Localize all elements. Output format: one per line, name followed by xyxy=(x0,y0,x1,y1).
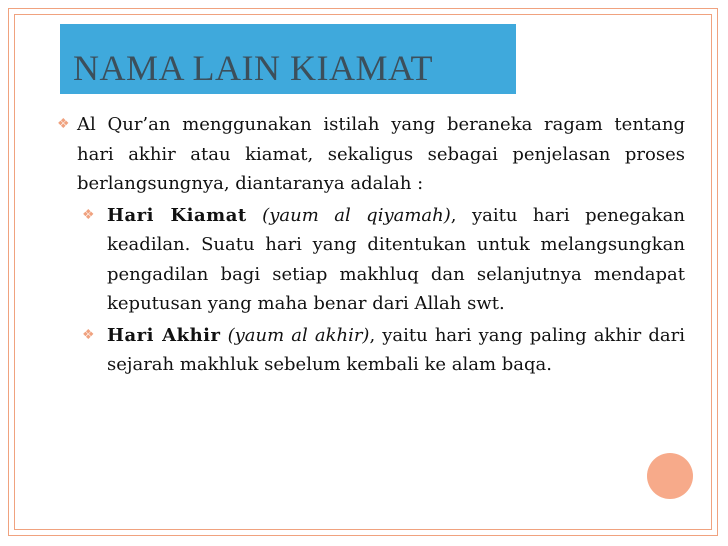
diamond-bullet-icon: ❖ xyxy=(57,116,70,132)
item-term: Hari Kiamat xyxy=(107,204,247,226)
item-description: , yaitu hari yang paling akhir dari sejarah makhluk sebelum kembali ke alam baqa. xyxy=(107,324,685,375)
item-italic-term: (yaum al qiyamah) xyxy=(262,204,451,226)
item-italic-term: (yaum al akhir) xyxy=(227,324,370,346)
diamond-bullet-icon: ❖ xyxy=(82,326,95,343)
slide-title: NAMA LAIN KIAMAT xyxy=(73,48,433,88)
list-item xyxy=(55,321,685,380)
decorative-circle xyxy=(647,453,693,499)
diamond-bullet-icon: ❖ xyxy=(82,206,95,223)
intro-paragraph xyxy=(55,110,685,199)
list-item xyxy=(55,201,685,319)
item-term: Hari Akhir xyxy=(107,324,221,346)
intro-text: Al Qur’an menggunakan istilah yang beraneka ragam tentang hari akhir atau kiamat, sekaligus sebagai penjelasan proses berlangsungnya, diantaranya adalah : xyxy=(77,114,685,194)
slide-content xyxy=(55,110,685,380)
item-description: , yaitu hari penegakan keadilan. Suatu hari yang ditentukan untuk melangsungkan pengadilan bagi setiap makhluq dan selanjutnya mendapat keputusan yang maha benar dari Allah swt. xyxy=(107,204,685,314)
